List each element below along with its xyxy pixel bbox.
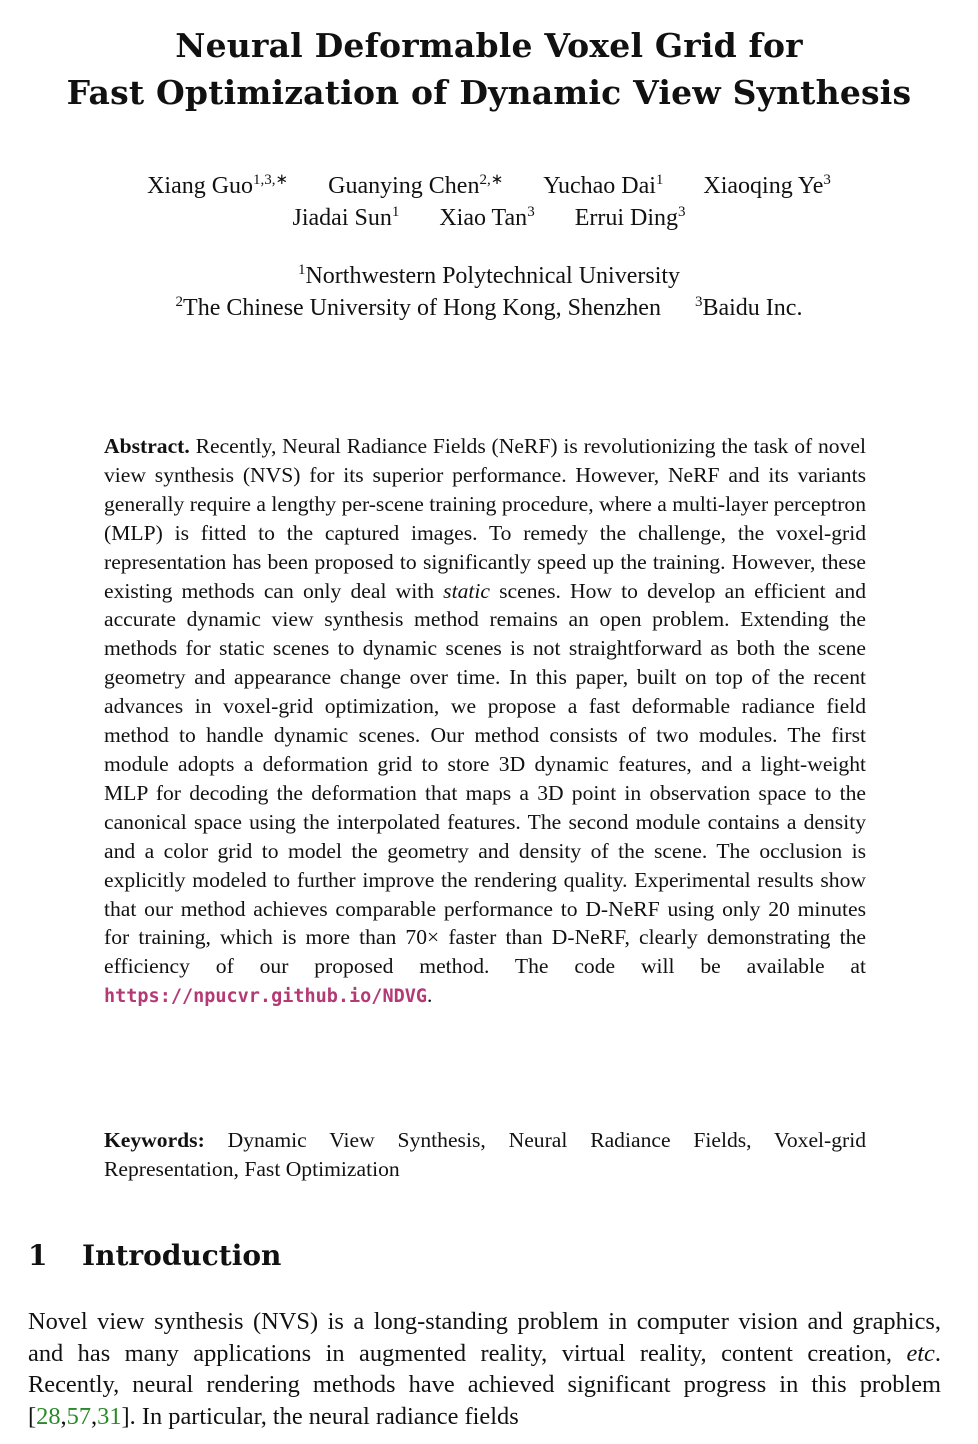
intro-paragraph: Novel view synthesis (NVS) is a long-standing problem in computer vision and graphics, and has many applications in augmented reality, virtual reality, content creation, etc. Recently, neural rendering methods have achieved significant progress in this problem [28,57,31]. In particular, the neural radiance fields xyxy=(28,1308,941,1430)
citation-link[interactable]: 31 xyxy=(97,1402,122,1430)
author: Errui Ding$^3$ xyxy=(574,204,686,231)
author-row-1 xyxy=(0,170,978,202)
abstract-text: Recently, Neural Radiance Fields (NeRF) is revolutionizing the task of novel view synthesis (NVS) for its superior performance. However, NeRF and its variants generally require a lengthy per-scene training procedure, where a multi-layer perceptron (MLP) is fitted to the captured images. To remedy the challenge, the voxel-grid representation has been proposed to significantly speed up the training. However, these existing methods can only deal with xyxy=(104,434,866,603)
abstract-text: scenes. How to develop an efficient and accurate dynamic view synthesis method remains an open problem. Extending the methods for static scenes to dynamic scenes is not straightforward as both the scene geometry and appearance change over time. In this paper, built on top of the recent advances in voxel-grid optimization, we propose a fast deformable radiance field method to handle dynamic scenes. Our method consists of two modules. The first module adopts a deformation grid to store 3D dynamic features, and a light-weight MLP for decoding the deformation that maps a 3D point in observation space to the canonical space using the interpolated features. The second module contains a density and a color grid to model the geometry and density of the scene. The occlusion is explicitly modeled to further improve the rendering quality. Experimental results show that our method achieves comparable performance to D-NeRF using only 20 minutes for training, which is more than 70× faster than D-NeRF, clearly demonstrating the efficiency of our proposed method. The code will be available at xyxy=(104,578,867,979)
author: Jiadai Sun$^1$ xyxy=(292,204,400,231)
author: Xiang Guo$^{1,3,∗}$ xyxy=(147,172,289,199)
title-line-1: Neural Deformable Voxel Grid for xyxy=(175,26,803,65)
affiliation: $^3$Baidu Inc. xyxy=(694,294,803,321)
affiliation-row-2 xyxy=(0,292,978,324)
section-heading xyxy=(28,1236,281,1276)
keywords-label: Keywords: xyxy=(104,1128,205,1152)
intro-emphasis: etc xyxy=(906,1339,935,1367)
citation-link[interactable]: 28 xyxy=(36,1402,61,1430)
abstract-label: Abstract. xyxy=(104,434,190,458)
section-title: Introduction xyxy=(82,1239,282,1272)
affiliation-row-1 xyxy=(0,260,978,292)
code-url-link[interactable]: https://npucvr.github.io/NDVG xyxy=(104,986,428,1008)
author-list xyxy=(0,170,978,234)
keywords xyxy=(104,1126,866,1184)
affiliation: $^1$Northwestern Polytechnical University xyxy=(297,262,681,289)
author: Yuchao Dai$^1$ xyxy=(543,172,664,199)
paper-title xyxy=(0,22,978,116)
section-number: 1 xyxy=(28,1239,48,1272)
affiliation: $^2$The Chinese University of Hong Kong, Shenzhen xyxy=(175,294,661,321)
abstract: Abstract. Recently, Neural Radiance Fields (NeRF) is revolutionizing the task of novel view synthesis (NVS) for its superior performance. However, NeRF and its variants generally require a lengthy per-scene training procedure, where a multi-layer perceptron (MLP) is fitted to the captured images. To remedy the challenge, the voxel-grid representation has been proposed to significantly speed up the training. However, these existing methods can only deal with static scenes. How to develop an efficient and accurate dynamic view synthesis method remains an open problem. Extending the methods for static scenes to dynamic scenes is not straightforward as both the scene geometry and appearance change over time. In this paper, built on top of the recent advances in voxel-grid optimization, we propose a fast deformable radiance field method to handle dynamic scenes. Our method consists of two modules. The first module adopts a deformation grid to store 3D dynamic features, and a light-weight MLP for decoding the deformation that maps a 3D point in observation space to the canonical space using the interpolated features. The second module contains a density and a color grid to model the geometry and density of the scene. The occlusion is explicitly modeled to further improve the rendering quality. Experimental results show that our method achieves comparable performance to D-NeRF using only 20 minutes for training, which is more than 70× faster than D-NeRF, clearly demonstrating the efficiency of our proposed method. The code will be available at https://npucvr.github.io/NDVG. xyxy=(104,434,867,1008)
author: Xiao Tan$^3$ xyxy=(439,204,535,231)
keywords-text: Dynamic View Synthesis, Neural Radiance Fields, Voxel-grid Representation, Fast Optimization xyxy=(104,1128,866,1181)
title-line-2: Fast Optimization of Dynamic View Synthesis xyxy=(66,73,912,112)
citation-link[interactable]: 57 xyxy=(66,1402,92,1430)
affiliation-list xyxy=(0,260,978,324)
author: Guanying Chen$^{2,∗}$ xyxy=(328,172,504,199)
abstract-emphasis: static xyxy=(443,578,490,603)
author: Xiaoqing Ye$^3$ xyxy=(703,172,831,199)
author-row-2 xyxy=(0,202,978,234)
